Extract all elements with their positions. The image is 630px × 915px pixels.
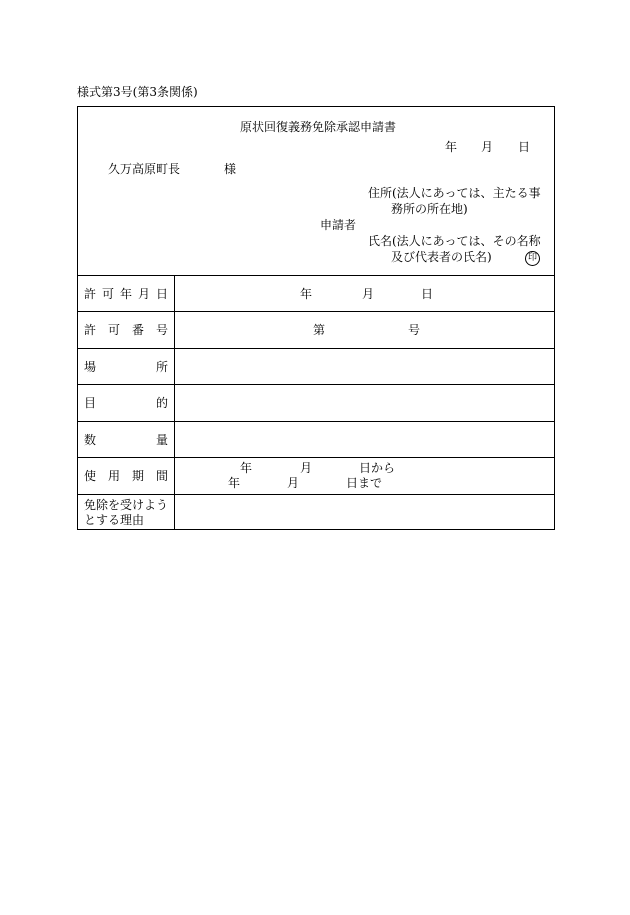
row-divider — [78, 311, 554, 312]
period-to-year: 年 — [228, 476, 241, 490]
permit-number-label: 許 可 番 号 — [84, 323, 168, 337]
row-divider — [78, 494, 554, 495]
permit-number-suffix: 号 — [408, 323, 421, 337]
form-title: 原状回復義務免除承認申請書 — [240, 120, 397, 134]
period-from-month: 月 — [300, 461, 313, 475]
seal-mark — [525, 249, 540, 266]
row-divider — [78, 275, 554, 276]
date-year: 年 — [445, 140, 458, 154]
row-divider — [78, 384, 554, 385]
quantity-label: 数 量 — [84, 433, 168, 447]
permit-number-prefix: 第 — [313, 323, 326, 337]
row-divider — [78, 421, 554, 422]
row-divider — [78, 457, 554, 458]
permit-date-label: 許 可 年 月 日 — [84, 287, 168, 301]
permit-date-month: 月 — [362, 287, 375, 301]
reason-label-line1: 免除を受けよう — [84, 498, 169, 512]
place-label: 場 所 — [84, 360, 168, 374]
period-to-month: 月 — [287, 476, 300, 490]
period-from-day: 日から — [359, 461, 396, 475]
date-day: 日 — [518, 140, 531, 154]
addressee: 久万高原町長 — [108, 162, 181, 176]
period-from-year: 年 — [240, 461, 253, 475]
column-divider — [174, 275, 175, 529]
period-label: 使 用 期 間 — [84, 469, 168, 483]
period-to-day: 日まで — [346, 476, 383, 490]
permit-date-day: 日 — [421, 287, 434, 301]
name-label-line1: 氏名(法人にあっては、その名称 — [368, 234, 541, 248]
form-number: 様式第3号(第3条関係) — [77, 85, 198, 99]
application-form — [77, 106, 555, 530]
address-label-line2: 務所の所在地) — [391, 202, 468, 216]
permit-date-year: 年 — [300, 287, 313, 301]
reason-label-line2: とする理由 — [84, 513, 145, 527]
date-month: 月 — [481, 140, 494, 154]
honorific: 様 — [224, 162, 237, 176]
address-label-line1: 住所(法人にあっては、主たる事 — [368, 186, 541, 200]
name-label-line2: 及び代表者の氏名) — [391, 250, 492, 264]
applicant-label: 申請者 — [320, 218, 357, 232]
row-divider — [78, 348, 554, 349]
seal-icon: 印 — [525, 251, 540, 266]
purpose-label: 目 的 — [84, 396, 168, 410]
